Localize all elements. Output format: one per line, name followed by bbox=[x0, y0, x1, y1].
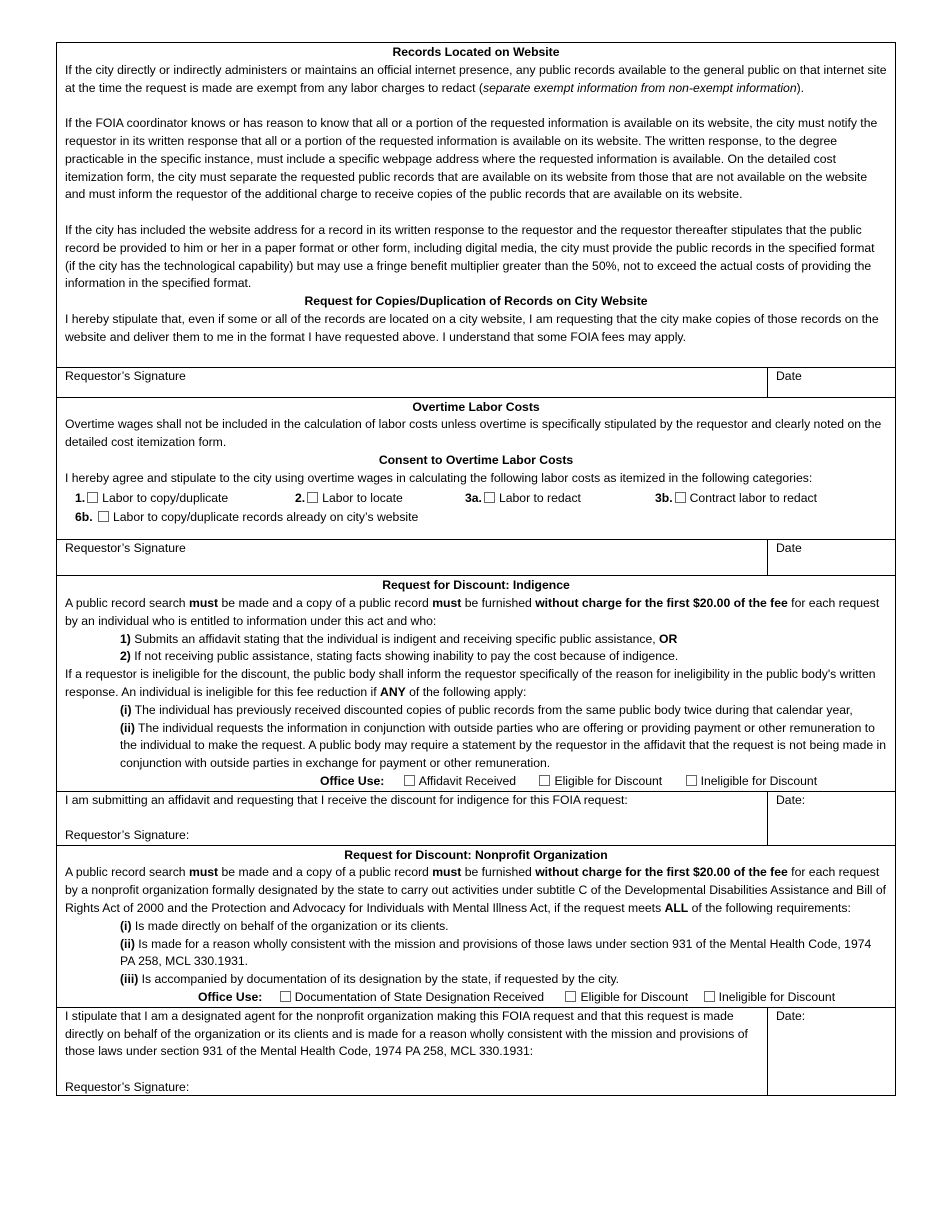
nonprofit-text: A public record search must be made and a copy of a public record must be furnished without charge for the first $20.00 of the fee for each request by a nonprofit organization formally designated by the state to carry out activities under subtitle C of the Developmental Disabilities Assistance and Bill of Rights Act of 2000 and the Protection and Advocacy for Individuals with Mental Illness Act, if the request meets ALL of the following requirements: bbox=[65, 865, 887, 916]
indigence-signature-field[interactable]: I am submitting an affidavit and requesting that I receive the discount for indigence for this FOIA request: Requestor’s Signature: bbox=[57, 792, 768, 845]
checkbox[interactable] bbox=[280, 991, 291, 1002]
checkbox[interactable] bbox=[484, 492, 495, 503]
checkbox[interactable] bbox=[87, 492, 98, 503]
category-2[interactable]: 2. Labor to locate bbox=[295, 490, 403, 505]
checkbox[interactable] bbox=[565, 991, 576, 1002]
date-field[interactable]: Date bbox=[776, 541, 802, 556]
category-3b[interactable]: 3b. Contract labor to redact bbox=[655, 490, 817, 505]
nonprofit-signature-row bbox=[57, 1007, 895, 1095]
nonprofit-signature-field[interactable]: I stipulate that I am a designated agent for the nonprofit organization making this FOIA request and that this request is made directly on behalf of the organization or its clients and is made for a reason wholly consistent with the mission and provisions of those laws under section 931 of the Mental Health Code, 1974 PA 258, MCL 330.1931: Requestor’s Signature: bbox=[57, 1008, 768, 1095]
copies-text: I hereby stipulate that, even if some or all of the records are located on a city website, I am requesting that the city make copies of those records on the website and deliver them to me in the format I have requested above. I understand that some FOIA fees may apply. bbox=[65, 311, 879, 344]
signature-row-1 bbox=[57, 367, 895, 397]
nonprofit-title: Request for Discount: Nonprofit Organization bbox=[344, 847, 608, 862]
website-paragraph-2: If the FOIA coordinator knows or has reason to know that all or a portion of the requested information is available on its website, the city must notify the requestor in its written response that all or a portion of the requested information is available on its website. The written response, to the degree practicable in the specific instance, must include a specific webpage address where the requested information is available. On the detailed cost itemization form, the city must separate the requested public records that are available on its website from those that are not available on the website and must inform the requestor of the additional charge to receive copies of the public records that are available on its website. bbox=[65, 116, 878, 202]
category-1[interactable]: 1. Labor to copy/duplicate bbox=[75, 490, 229, 505]
category-list bbox=[65, 490, 887, 508]
nonprofit-date-field[interactable]: Date: bbox=[776, 1008, 806, 1023]
checkbox[interactable] bbox=[686, 775, 697, 786]
nonprofit-req-3: (iii) Is accompanied by documentation of its designation by the state, if requested by the city. bbox=[120, 972, 620, 987]
nonprofit-req-2: (ii) Is made for a reason wholly consistent with the mission and provisions of those laws under section 931 of the Mental Health Code, 1974 PA 258, MCL 330.1931. bbox=[120, 936, 872, 969]
website-title: Records Located on Website bbox=[392, 45, 560, 59]
nonprofit-req-1: (i) Is made directly on behalf of the organization or its clients. bbox=[120, 918, 449, 933]
date-field[interactable]: Date bbox=[776, 368, 802, 383]
website-paragraph-1: If the city directly or indirectly administers or maintains an official internet presence, any public records available to the general public on that internet site at the time the request is made are exempt from any labor charges to redact (separate exempt information from non-exempt information). bbox=[65, 62, 887, 95]
indigence-text: A public record search must be made and a copy of a public record must be furnished without charge for the first $20.00 of the fee for each request by an individual who is entitled to information under this act and who: bbox=[65, 595, 880, 628]
checkbox[interactable] bbox=[539, 775, 550, 786]
consent-title: Consent to Overtime Labor Costs bbox=[378, 452, 574, 467]
ineligible-reason-2: (ii) The individual requests the information in conjunction with outside parties who are offering or providing payment or other remuneration to the individual to make the request. A public body may require a statement by the requestor in the affidavit that the request is not being made in conjunction with outside parties in exchange for payment or other remuneration. bbox=[120, 720, 887, 771]
indigence-section bbox=[57, 575, 895, 791]
overtime-text: Overtime wages shall not be included in the calculation of labor costs unless overtime is specifically stipulated by the requestor and clearly noted on the detailed cost itemization form. bbox=[65, 417, 882, 450]
indigence-item-1: 1) Submits an affidavit stating that the individual is indigent and receiving specific public assistance, OR bbox=[120, 631, 678, 646]
indigence-date-field[interactable]: Date: bbox=[776, 792, 806, 807]
indigence-title: Request for Discount: Indigence bbox=[382, 578, 570, 593]
category-list-2 bbox=[65, 509, 887, 527]
indigence-item-2: 2) If not receiving public assistance, stating facts showing inability to pay the cost because of indigence. bbox=[120, 649, 679, 664]
office-use-indigence: Office Use: Affidavit Received Eligible for Discount Ineligible for Discount bbox=[320, 773, 818, 788]
consent-text: I hereby agree and stipulate to the city using overtime wages in calculating the following labor costs as itemized in the following categories: bbox=[65, 470, 813, 485]
category-3a[interactable]: 3a. Labor to redact bbox=[465, 490, 581, 505]
copies-title: Request for Copies/Duplication of Records on City Website bbox=[304, 294, 648, 309]
checkbox[interactable] bbox=[704, 991, 715, 1002]
checkbox[interactable] bbox=[98, 511, 109, 522]
office-use-nonprofit: Office Use: Documentation of State Designation Received Eligible for Discount Ineligible for Discount bbox=[198, 990, 836, 1005]
website-paragraph-3: If the city has included the website address for a record in its written response to the requestor and the requestor thereafter stipulates that the public record be provided to him or her in a paper format or other form, including digital media, the city must provide the public records in the specified format (if the city has the technological capability) but may use a fringe benefit multiplier greater than the 50%, not to exceed the actual costs of providing the information in the specified format. bbox=[65, 222, 875, 291]
signature-field[interactable]: Requestor’s Signature bbox=[57, 368, 768, 397]
website-section bbox=[57, 43, 895, 367]
signature-field[interactable]: Requestor’s Signature bbox=[57, 540, 768, 575]
checkbox[interactable] bbox=[404, 775, 415, 786]
signature-row-2 bbox=[57, 539, 895, 575]
overtime-section bbox=[57, 397, 895, 540]
checkbox[interactable] bbox=[675, 492, 686, 503]
foia-form bbox=[56, 42, 896, 1096]
checkbox[interactable] bbox=[307, 492, 318, 503]
nonprofit-section bbox=[57, 845, 895, 1007]
ineligible-text: If a requestor is ineligible for the discount, the public body shall inform the requestor specifically of the reason for ineligibility in the public body's written response. An individual is ineligible for this fee reduction if ANY of the following apply: bbox=[65, 667, 876, 699]
indigence-signature-row bbox=[57, 791, 895, 845]
ineligible-reason-1: (i) The individual has previously received discounted copies of public records from the same public body twice during that calendar year, bbox=[120, 702, 853, 717]
category-6b[interactable]: 6b. Labor to copy/duplicate records already on city’s website bbox=[75, 510, 419, 525]
overtime-title: Overtime Labor Costs bbox=[412, 399, 540, 414]
